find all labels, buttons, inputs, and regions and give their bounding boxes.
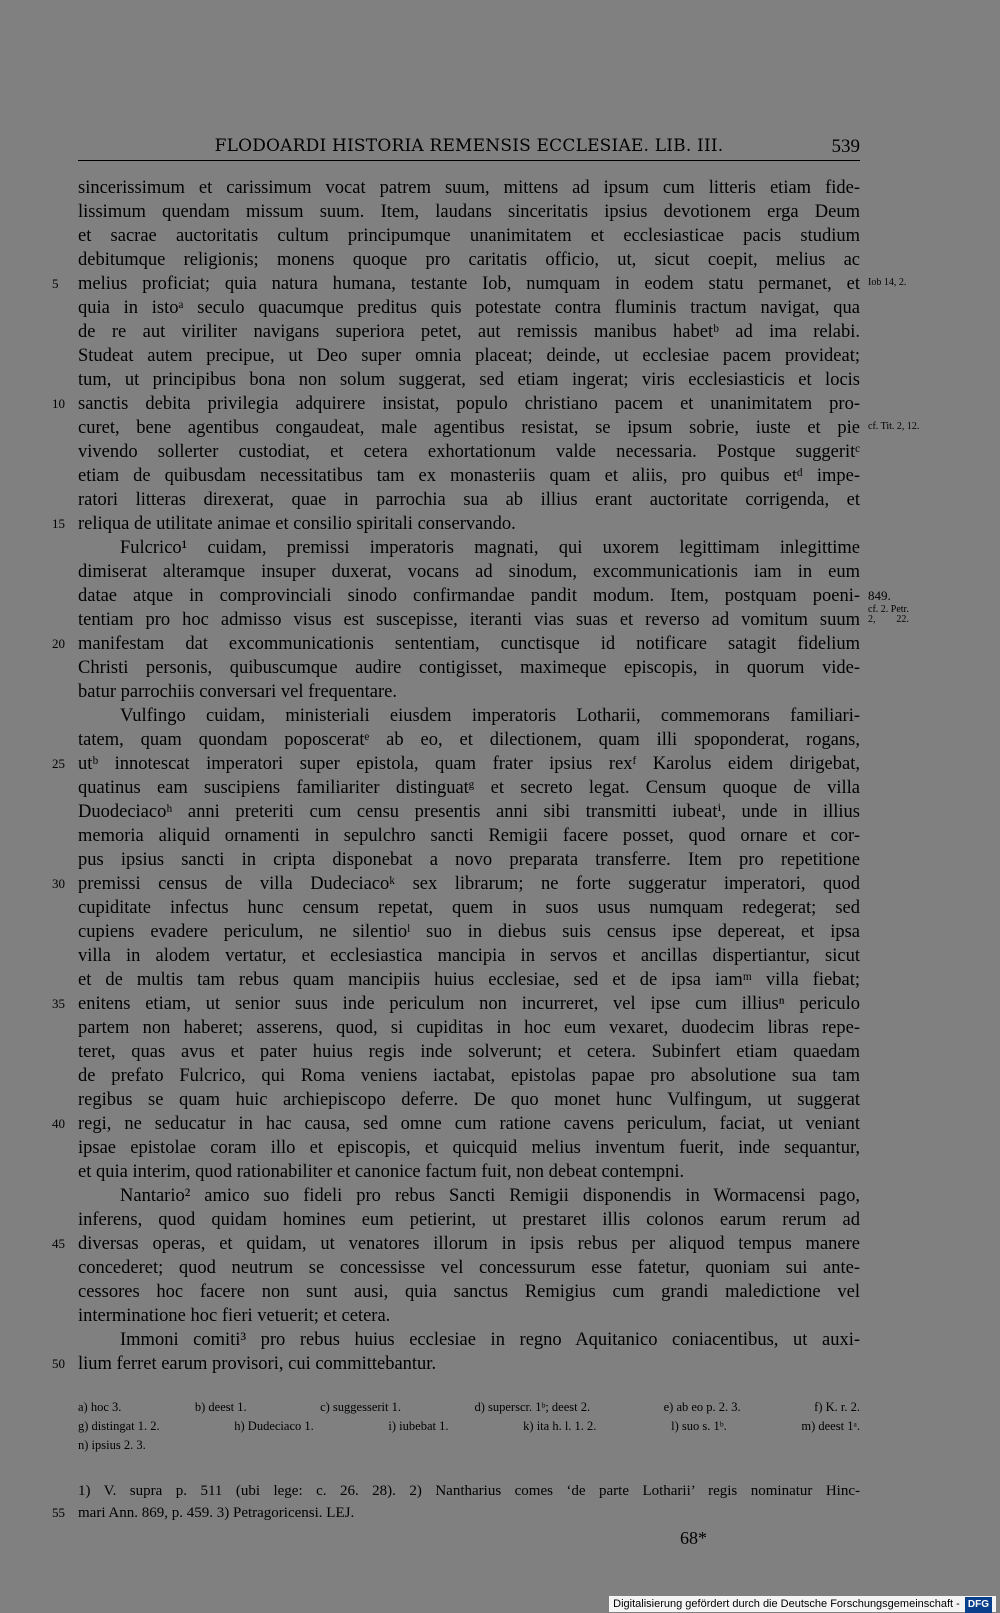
- line-text: Studeat autem precipue, ut Deo super omnia placeat; deinde, ut ecclesiae pacem provideat;: [78, 346, 860, 366]
- text-line: [78, 968, 860, 992]
- apparatus-note: h) Dudeciaco 1.: [234, 1419, 314, 1433]
- text-line: [78, 1064, 860, 1088]
- footnotes: [52, 1480, 860, 1524]
- text-line: [52, 872, 860, 896]
- dfg-logo: DFG: [965, 1597, 992, 1613]
- line-number: 15: [52, 516, 65, 531]
- text-line: [78, 704, 860, 728]
- text-line: [78, 1208, 860, 1232]
- apparatus-note: k) ita h. l. 1. 2.: [523, 1419, 597, 1433]
- line-text: ratori litteras direxerat, quae in parrochia sua ab illius erant auctoritate corrigenda, et: [78, 490, 860, 510]
- text-line: [78, 776, 860, 800]
- text-line: [78, 200, 860, 224]
- line-number: 25: [52, 756, 65, 771]
- text-line: [78, 1328, 860, 1352]
- apparatus-note: l) suo s. 1ᵇ.: [671, 1419, 727, 1433]
- margin-reference: cf. 2. Petr. 2, 22.: [868, 604, 909, 625]
- text-line: [78, 920, 860, 944]
- text-line: [78, 1040, 860, 1064]
- text-line: [78, 1256, 860, 1280]
- line-text: partem non haberet; asserens, quod, si cupiditas in hoc eum vexaret, duodecim libras repe-: [78, 1018, 860, 1038]
- line-text: sanctis debita privilegia adquirere insistat, populo christiano pacem et unanimitatem pro-: [78, 394, 860, 414]
- text-line: [78, 1304, 860, 1328]
- apparatus-note: g) distingat 1. 2.: [78, 1419, 160, 1433]
- text-line: [52, 632, 860, 656]
- line-text: Vulfingo cuidam, ministeriali eiusdem imperatoris Lotharii, commemorans familiari-: [120, 706, 860, 726]
- line-text: lissimum quendam missum suum. Item, laudans sinceritatis ipsius devotionem erga Deum: [78, 202, 860, 222]
- text-line: [78, 680, 860, 704]
- line-text: teret, quas avus et pater huius regis inde solverunt; et cetera. Subinfert etiam quaedam: [78, 1042, 860, 1062]
- text-line: [78, 944, 860, 968]
- text-line: [78, 248, 860, 272]
- page-number: 539: [831, 136, 860, 157]
- text-line: [78, 440, 860, 464]
- line-text: curet, bene agentibus congaudeat, male agentibus resistat, se ipsum sobrie, iuste et pie: [78, 418, 860, 438]
- text-line: [78, 1280, 860, 1304]
- line-text: quatinus eam suscipiens familiariter distinguatᵍ et secreto legat. Censum quoque de villa: [78, 778, 860, 798]
- apparatus-note: c) suggesserit 1.: [320, 1400, 401, 1414]
- text-line: [52, 1112, 860, 1136]
- line-text: manifestam dat excommunicationis sententiam, cunctisque id notificare satagit fidelium: [78, 634, 860, 654]
- text-line: [78, 656, 860, 680]
- text-line: [78, 800, 860, 824]
- apparatus-line: [78, 1398, 860, 1417]
- text-line: [78, 1184, 860, 1208]
- digitization-credit: [609, 1596, 996, 1612]
- footnote-text: 1) V. supra p. 511 (ubi lege: c. 26. 28). 2) Nantharius comes ‘de parte Lotharii’ regis nominatur Hinc-: [78, 1483, 860, 1499]
- line-text: cupiens evadere periculum, ne silentioˡ suo in diebus suis census ipse depereat, et ipsa: [78, 922, 860, 942]
- text-line: [78, 1088, 860, 1112]
- line-number: 20: [52, 636, 65, 651]
- line-text: cupiditate infectus hunc censum repetat, quem in suos usus numquam redegerat; sed: [78, 898, 860, 918]
- margin-reference: Iob 14, 2.: [868, 277, 907, 288]
- line-text: melius proficiat; quia natura humana, testante Iob, numquam in eodem statu permanet, et: [78, 274, 860, 294]
- text-line: [78, 604, 909, 632]
- text-line: [78, 176, 860, 200]
- line-text: et quia interim, quod rationabiliter et canonice factum fuit, non debeat contempni.: [78, 1162, 685, 1182]
- apparatus-note: a) hoc 3.: [78, 1400, 122, 1414]
- line-text: lium ferret earum provisori, cui committebantur.: [78, 1354, 437, 1374]
- text-line: [78, 368, 860, 392]
- line-text: Duodeciacoʰ anni preteriti cum censu presentis anni sibi transmitti iubeatⁱ, unde in illius: [78, 802, 860, 822]
- line-number: 5: [52, 276, 59, 291]
- line-text: inferens, quod quidam homines eum petierint, ut prestaret illis colonos earum rerum ad: [78, 1210, 860, 1230]
- margin-reference: cf. Tit. 2, 12.: [868, 421, 920, 432]
- line-text: dimiserat alteramque insuper duxerat, vocans ad sinodum, excommunicationis iam in eum: [78, 562, 860, 582]
- line-text: interminatione hoc fieri vetuerit; et cetera.: [78, 1306, 391, 1326]
- critical-apparatus: [78, 1398, 860, 1455]
- apparatus-note: b) deest 1.: [194, 1400, 247, 1414]
- signature-mark: 68*: [680, 1528, 707, 1548]
- footnote-line: [52, 1502, 860, 1524]
- text-line: [78, 488, 860, 512]
- line-text: cessores hoc facere non sunt ausi, quia sanctus Remigius cum grandi maledictione vel: [78, 1282, 860, 1302]
- line-text: Nantario² amico suo fideli pro rebus Sancti Remigii disponendis in Wormacensi pago,: [120, 1186, 860, 1206]
- header-rule: [78, 160, 860, 161]
- line-text: utᵇ innotescat imperatori super epistola, quam frater ipsius rexᶠ Karolus eidem dirigebat,: [78, 754, 860, 774]
- line-text: de re aut viriliter navigans superiora petet, aut remissis manibus habetᵇ ad ima relabi.: [78, 322, 860, 342]
- text-line: [52, 992, 860, 1016]
- text-line: [78, 1016, 860, 1040]
- line-text: Christi personis, quibuscumque audire contigisset, maximeque episcopis, in quorum vide-: [78, 658, 860, 678]
- line-text: concederet; quod neutrum se concessisse vel concessurum esse fatetur, quoniam sui ante-: [78, 1258, 860, 1278]
- text-line: [78, 1136, 860, 1160]
- line-number: 30: [52, 876, 65, 891]
- line-number: 55: [52, 1505, 65, 1520]
- line-text: diversas operas, et quidam, ut venatores illorum in ipsis rebus per aliquod tempus manere: [78, 1234, 860, 1254]
- text-line: [52, 512, 860, 536]
- line-text: batur parrochiis conversari vel frequentare.: [78, 682, 397, 702]
- line-text: regi, ne seducatur in hac causa, sed omne cum ratione cavens periculum, faciat, ut veniant: [78, 1114, 860, 1134]
- line-text: regibus se quam huic archiepiscopo deferre. De quo monet hunc Vulfingum, ut suggerat: [78, 1090, 860, 1110]
- text-line: [78, 536, 860, 560]
- line-text: et de multis tam rebus quam mancipiis huius ecclesiae, sed et de ipsa iamᵐ villa fiebat;: [78, 970, 860, 990]
- text-line: [78, 848, 860, 872]
- text-line: [78, 824, 860, 848]
- line-text: premissi census de villa Dudeciacoᵏ sex librarum; ne forte suggeratur imperatori, quod: [78, 874, 860, 894]
- footnote-text: mari Ann. 869, p. 459. 3) Petragoricensi. LEJ.: [78, 1505, 355, 1521]
- line-text: vivendo sollerter custodiat, et cetera exhortationum valde necessaria. Postque suggeritᶜ: [78, 442, 860, 462]
- text-line: [52, 392, 860, 416]
- credit-text: Digitalisierung gefördert durch die Deutsche Forschungsgemeinschaft -: [613, 1598, 960, 1610]
- line-text: sincerissimum et carissimum vocat patrem suum, mittens ad ipsum cum litteris etiam fide-: [78, 178, 860, 198]
- text-line: [78, 416, 920, 440]
- line-text: datae atque in comprovinciali sinodo confirmandae pandit modum. Item, postquam poeni-: [78, 586, 860, 606]
- line-text: de prefato Fulcrico, qui Roma veniens iactabat, epistolas papae pro absolutione sua tam: [78, 1066, 860, 1086]
- text-line: [52, 1352, 860, 1376]
- text-line: [78, 344, 860, 368]
- line-text: memoria aliquid ornamenti in sepulchro sancti Remigii facere posset, quod ornare et cor-: [78, 826, 860, 846]
- text-line: [78, 1160, 860, 1184]
- text-line: [78, 464, 860, 488]
- line-text: tatem, quam quondam poposceratᵉ ab eo, et dilectionem, quam illi spoponderat, rogans,: [78, 730, 860, 750]
- text-line: [52, 752, 860, 776]
- text-line: [78, 584, 891, 608]
- text-line: [78, 320, 860, 344]
- line-text: ipsae epistolae coram illo et episcopis, et quicquid melius inventum fuerit, inde sequantur,: [78, 1138, 860, 1158]
- main-text: [52, 176, 920, 1376]
- line-text: quia in istoᵃ seculo quacumque preditus quis potestate contra fluminis tractum navigat, qua: [78, 298, 860, 318]
- line-text: etiam de quibusdam necessitatibus tam ex monasteriis quam et aliis, pro quibus etᵈ impe-: [78, 466, 860, 486]
- line-text: tum, ut principibus bona non solum suggerat, sed etiam ingerat; viris ecclesiasticis et locis: [78, 370, 860, 390]
- apparatus-note: m) deest 1ᵃ.: [801, 1419, 860, 1433]
- apparatus-note: f) K. r. 2.: [814, 1400, 860, 1414]
- line-text: Immoni comiti³ pro rebus huius ecclesiae in regno Aquitanico coniacentibus, ut auxi-: [120, 1330, 860, 1350]
- line-text: et sacrae auctoritatis cultum principumque unanimitatem et ecclesiasticae pacis studium: [78, 226, 860, 246]
- line-text: reliqua de utilitate animae et consilio spiritali conservando.: [78, 514, 516, 534]
- apparatus-note: d) superscr. 1ᵇ; deest 2.: [474, 1400, 591, 1414]
- footnote-line: [78, 1480, 860, 1502]
- line-text: debitumque religionis; monens quoque pro caritatis officio, ut, sicut coepit, melius ac: [78, 250, 860, 270]
- text-line: [78, 296, 860, 320]
- margin-year: 849.: [868, 588, 891, 603]
- line-number: 50: [52, 1356, 65, 1371]
- line-number: 40: [52, 1116, 65, 1131]
- apparatus-note: n) ipsius 2. 3.: [78, 1438, 146, 1452]
- apparatus-line: [78, 1417, 860, 1436]
- text-line: [78, 896, 860, 920]
- text-line: [52, 1232, 860, 1256]
- line-number: 45: [52, 1236, 65, 1251]
- line-text: enitens etiam, ut senior suus inde periculum non incurreret, vel ipse cum illiusⁿ periculo: [78, 994, 860, 1014]
- apparatus-line: [78, 1436, 860, 1455]
- line-text: villa in alodem vertatur, et ecclesiastica mancipia in servos et ancillas dispertiantur, sicut: [78, 946, 860, 966]
- running-title: FLODOARDI HISTORIA REMENSIS ECCLESIAE. LIB. III.: [214, 136, 724, 156]
- apparatus-note: i) iubebat 1.: [388, 1419, 449, 1433]
- line-text: Fulcrico¹ cuidam, premissi imperatoris magnati, qui uxorem legittimam inlegittime: [120, 538, 860, 558]
- text-line: [78, 560, 860, 584]
- apparatus-note: e) ab eo p. 2. 3.: [663, 1400, 741, 1414]
- line-number: 35: [52, 996, 65, 1011]
- text-line: [78, 224, 860, 248]
- line-text: pus ipsius sancti in cripta disponebat a novo preparata transferre. Item pro repetitione: [78, 850, 860, 870]
- line-number: 10: [52, 396, 65, 411]
- text-line: [78, 728, 860, 752]
- text-line: [52, 272, 907, 296]
- line-text: tentiam pro hoc admisso visus est suscepisse, iteranti vias suas et reverso ad vomitum suum: [78, 610, 860, 630]
